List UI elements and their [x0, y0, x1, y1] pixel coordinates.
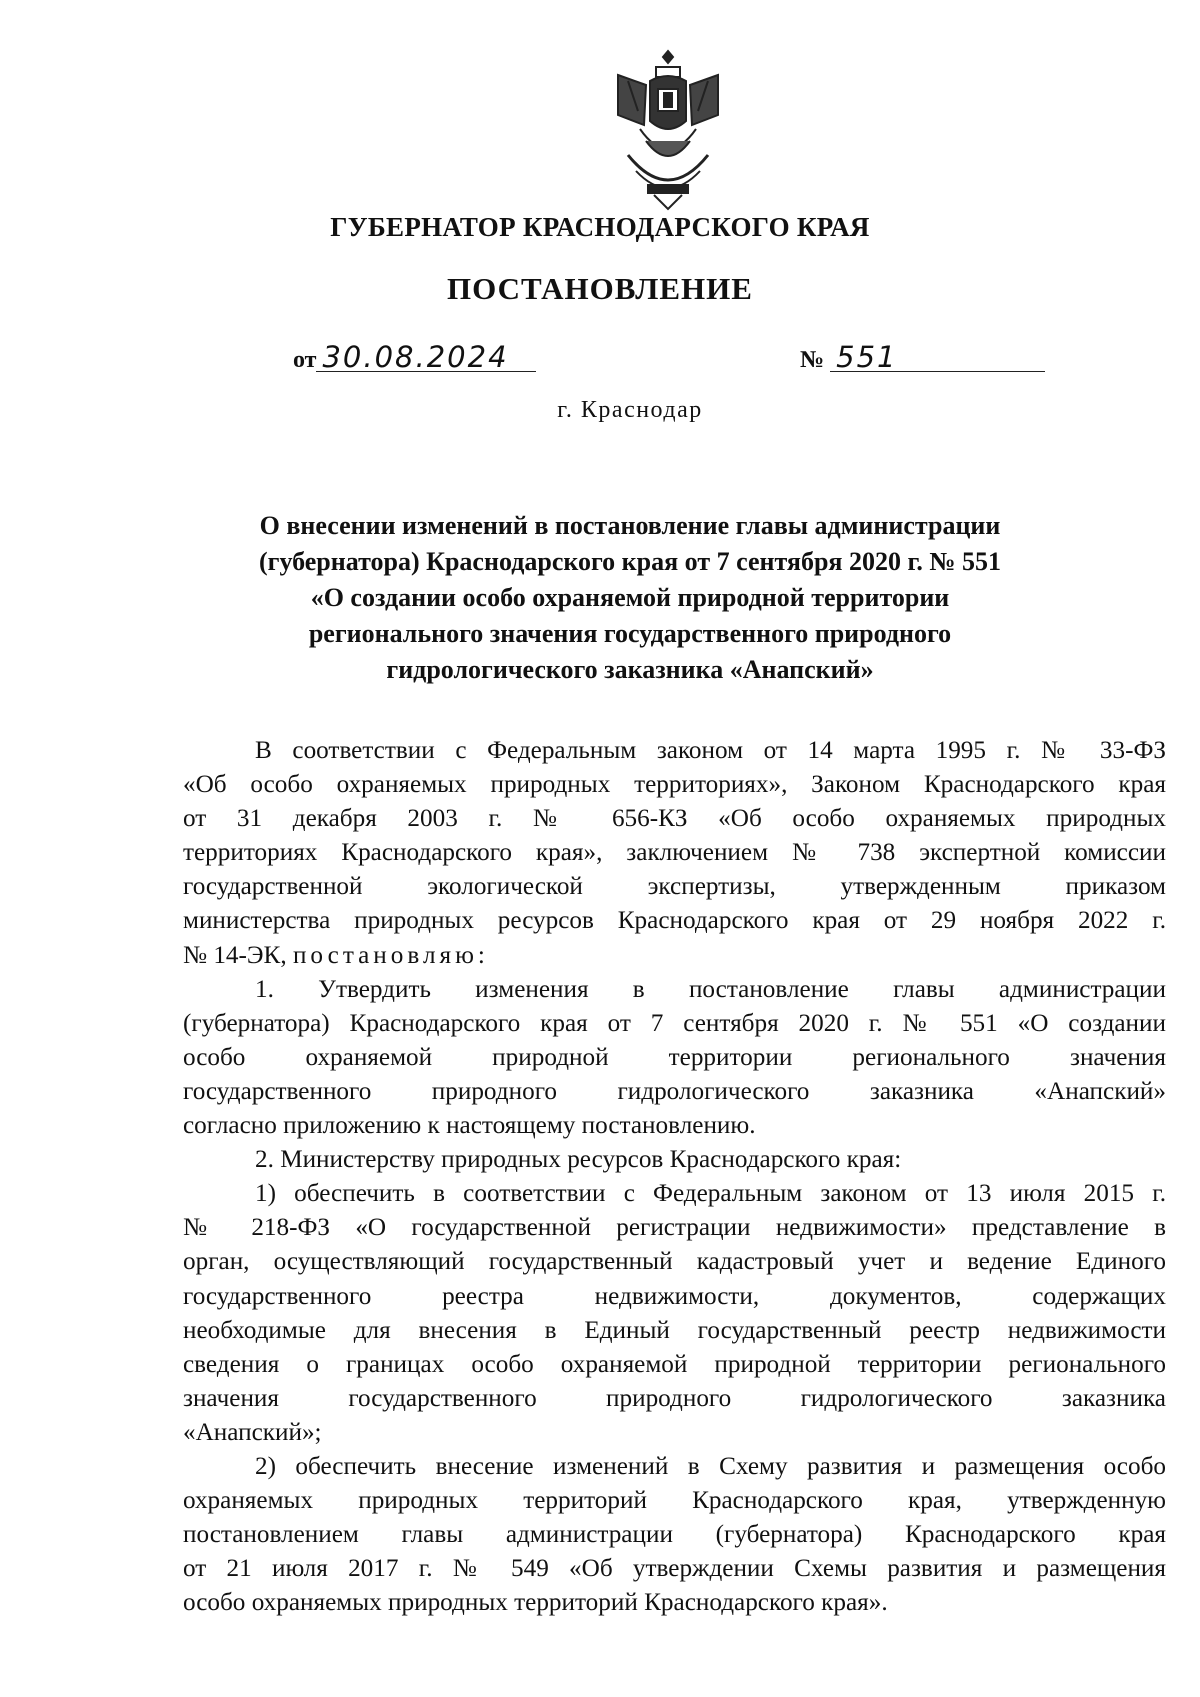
body-line: охраняемых природных территорий Краснодарского края, утвержденную [183, 1487, 1166, 1515]
city-label: г. Краснодар [557, 397, 703, 423]
number-row [800, 340, 1045, 374]
title-line: гидрологического заказника «Анапский» [386, 655, 874, 684]
document-title [200, 508, 1060, 688]
body-line: государственной экологической экспертизы, утвержденным приказом [183, 873, 1166, 901]
date-row [293, 340, 536, 374]
resolution-number: № 14-ЭК, [183, 941, 287, 969]
body-line: 1. Утвердить изменения в постановление главы администрации [255, 975, 1166, 1003]
body-line: значения государственного природного гидрологического заказника [183, 1384, 1166, 1412]
body-line: необходимые для внесения в Единый государственный реестр недвижимости [183, 1316, 1166, 1344]
document-type-heading: ПОСТАНОВЛЕНИЕ [447, 271, 753, 306]
body-line [183, 939, 1166, 973]
body-line: № 218-ФЗ «О государственной регистрации недвижимости» представление в [183, 1214, 1166, 1242]
document-body [183, 734, 1166, 1620]
body-line: государственного природного гидрологического заказника «Анапский» [183, 1077, 1166, 1105]
date-prefix: от [293, 347, 317, 373]
body-line: 2) обеспечить внесение изменений в Схему развития и размещения особо [255, 1452, 1166, 1480]
body-line: от 31 декабря 2003 г. № 656-КЗ «Об особо охраняемых природных [183, 805, 1166, 833]
body-line: (губернатора) Краснодарского края от 7 сентября 2020 г. № 551 «О создании [183, 1009, 1166, 1037]
body-line: 1) обеспечить в соответствии с Федеральным законом от 13 июля 2015 г. [255, 1180, 1166, 1208]
body-line: «Анапский»; [183, 1418, 322, 1446]
resolve-word: постановляю: [292, 941, 489, 969]
governor-heading: ГУБЕРНАТОР КРАСНОДАРСКОГО КРАЯ [330, 212, 870, 242]
body-line: особо охраняемой природной территории регионального значения [183, 1043, 1166, 1071]
title-line: О внесении изменений в постановление главы администрации [259, 511, 1001, 540]
title-line: (губернатора) Краснодарского края от 7 сентября 2020 г. № 551 [258, 547, 1001, 576]
body-line: согласно приложению к настоящему постановлению. [183, 1112, 756, 1140]
coat-of-arms-emblem [598, 45, 738, 215]
body-line: особо охраняемых природных территорий Краснодарского края». [183, 1589, 888, 1617]
body-line: «Об особо охраняемых природных территориях», Законом Краснодарского края [183, 771, 1166, 799]
body-line: постановлением главы администрации (губернатора) Краснодарского края [183, 1521, 1166, 1549]
body-line: министерства природных ресурсов Краснодарского края от 29 ноября 2022 г. [183, 907, 1166, 935]
body-line: территориях Краснодарского края», заключением № 738 экспертной комиссии [183, 839, 1166, 867]
handwritten-number: 551 [830, 343, 1045, 372]
handwritten-date: 30.08.2024 [316, 343, 536, 372]
title-line: регионального значения государственного природного [308, 619, 952, 648]
body-line: В соответствии с Федеральным законом от 14 марта 1995 г. № 33-ФЗ [255, 737, 1166, 764]
title-line: «О создании особо охраняемой природной территории [310, 583, 950, 612]
body-line: орган, осуществляющий государственный кадастровый учет и ведение Единого [183, 1248, 1166, 1276]
number-prefix: № [800, 347, 825, 373]
body-line: сведения о границах особо охраняемой природной территории регионального [183, 1350, 1166, 1378]
body-line: государственного реестра недвижимости, документов, содержащих [183, 1282, 1166, 1310]
body-line: от 21 июля 2017 г. № 549 «Об утверждении Схемы развития и размещения [183, 1555, 1166, 1583]
body-line: 2. Министерству природных ресурсов Краснодарского края: [255, 1146, 902, 1174]
